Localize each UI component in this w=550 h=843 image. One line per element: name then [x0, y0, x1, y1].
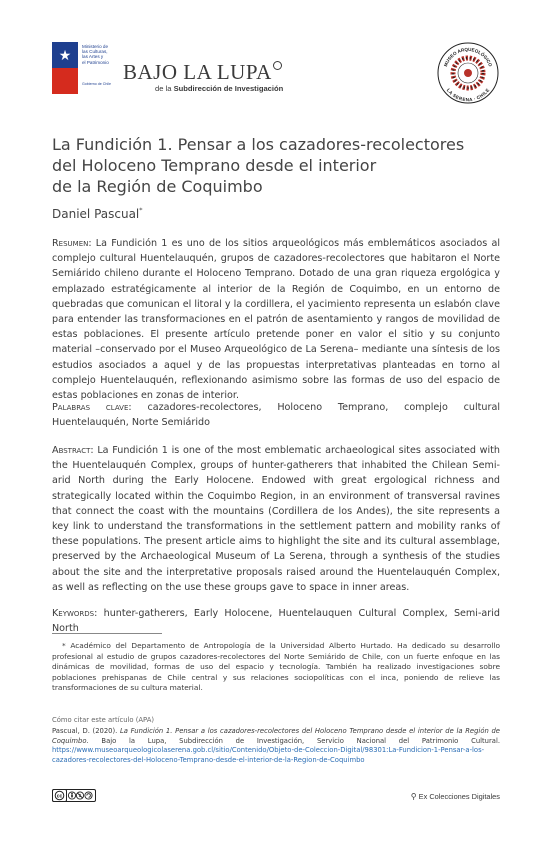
- ministry-name: Ministerio de las Culturas, las Artes y el Patrimonio: [82, 44, 109, 65]
- series-brand-subtitle: de la Subdirección de Investigación: [155, 84, 284, 93]
- author-name: Daniel Pascual*: [52, 206, 143, 221]
- keywords-paragraph: Keywords: hunter-gatherers, Early Holocene, Huentelauquen Cultural Complex, Semi-arid North: [52, 608, 500, 635]
- palabras-clave-label: Palabras clave:: [52, 402, 132, 413]
- svg-text:MUSEO ARQUEOLÓGICO: MUSEO ARQUEOLÓGICO: [443, 46, 493, 68]
- citation-label: Cómo citar este artículo (APA): [52, 716, 155, 724]
- citation: Pascual, D. (2020). La Fundición 1. Pensar a los cazadores-recolectores del Holoceno Temprano desde el interior de la Región de Coquimbo. Bajo la Lupa, Subdirección de Investigación, Servicio Nacional del Patrimonio Cultural. https://www.museoarqueologicolaserena.gob.cl/sitio/Contenido/Objeto-de-Coleccion-Digital/98301:La-Fundicion-1-Pensar-a-los-cazadores-recolectores-del-Holoceno-Temprano-desde-el-interior-de-la-Region-de-Coquimbo: [52, 727, 500, 764]
- government-logo: [52, 42, 130, 94]
- footnote-divider: [52, 633, 162, 634]
- abstract-paragraph: Abstract: La Fundición 1 is one of the most emblematic archaeological sites associated with the Huentelauquén Complex, groups of hunter-gatherers that inhabited the Chilean Semi-arid North during the Early Holocene. Endowed with great ergological richness and strategically located within the Coquimbo Region, in an environment of transversal ravines that connect the coast with the mountains (Cordillera de los Andes), the site represents a key link to understand the transformations in the settlement pattern and mobility ranks of these populations. The present article aims to highlight the site and its cultural assemblage, preserved by the Archaeological Museum of La Serena, through a synthesis of the studies about the site and the interpretative proposals raised around the Huentelauquén Complex, as well as reflecting on the use these groups gave to space in inner areas.: [52, 445, 500, 593]
- creative-commons-license-icon: [52, 789, 96, 802]
- palabras-clave-paragraph: Palabras clave: cazadores-recolectores, Holoceno Temprano, complejo cultural Huentelauquén, Norte Semiárido: [52, 402, 500, 429]
- magnifier-icon: [273, 61, 282, 70]
- abstract-label: Abstract:: [52, 445, 94, 456]
- svg-text:cc: cc: [56, 793, 63, 800]
- keywords-label: Keywords:: [52, 608, 98, 619]
- series-brand-title: BAJO LA LUPA: [123, 60, 282, 85]
- museum-seal-logo: [437, 42, 499, 104]
- gov-subtitle: Gobierno de Chile: [82, 82, 111, 86]
- collections-link[interactable]: ⚲ Ex Colecciones Digitales: [410, 792, 500, 801]
- magnifier-icon: ⚲: [410, 792, 417, 801]
- chile-flag-icon: ★: [52, 42, 78, 94]
- article-title: La Fundición 1. Pensar a los cazadores-recolectores del Holoceno Temprano desde el interior de la Región de Coquimbo: [52, 135, 465, 196]
- citation-link[interactable]: https://www.museoarqueologicolaserena.gob.cl/sitio/Contenido/Objeto-de-Coleccion-Digital/98301:La-Fundicion-1-Pensar-a-los-cazadores-recolectores-del-Holoceno-Temprano-desde-el-interior-de-la-Region-de-Coquimbo: [52, 746, 485, 764]
- resumen-label: Resumen:: [52, 238, 92, 249]
- svg-text:LA SERENA · CHILE: LA SERENA · CHILE: [445, 87, 491, 103]
- resumen-paragraph: Resumen: La Fundición 1 es uno de los sitios arqueológicos más emblemáticos asociados al complejo cultural Huentelauquén, grupos de cazadores-recolectores que habitaron el Norte Semiárido chileno durante el Holoceno Temprano. Dotado de una gran riqueza ergológica y emplazado estratégicamente al interior de la Región de Coquimbo, en un entorno de quebradas que comunican el litoral y la cordillera, el yacimiento representa un eslabón clave para entender las transformaciones en el patrón de asentamiento y rangos de movilidad de estas poblaciones. El presente artículo pretende poner en valor el sitio y su conjunto material –conservado por el Museo Arqueológico de La Serena– mediante una síntesis de los estudios asociados a aquel y de las propuestas interpretativas planteadas en torno al complejo Huentelauquén, reflexionando asimismo sobre las formas de uso del espacio de estas poblaciones en zonas de interior.: [52, 238, 500, 402]
- author-footnote: * Académico del Departamento de Antropología de la Universidad Alberto Hurtado. Ha dedicado su desarrollo profesional al estudio de grupos cazadores-recolectores del Norte Semiárido de Chile, con un fuerte enfoque en las dinámicas de movilidad, formas de uso del espacio y tecnología. También ha realizado investigaciones sobre poblaciones prehispanas de Chile central y sus relaciones sociopolíticas con el inca, poniendo de relieve las transformaciones de su cultura material.: [52, 641, 500, 692]
